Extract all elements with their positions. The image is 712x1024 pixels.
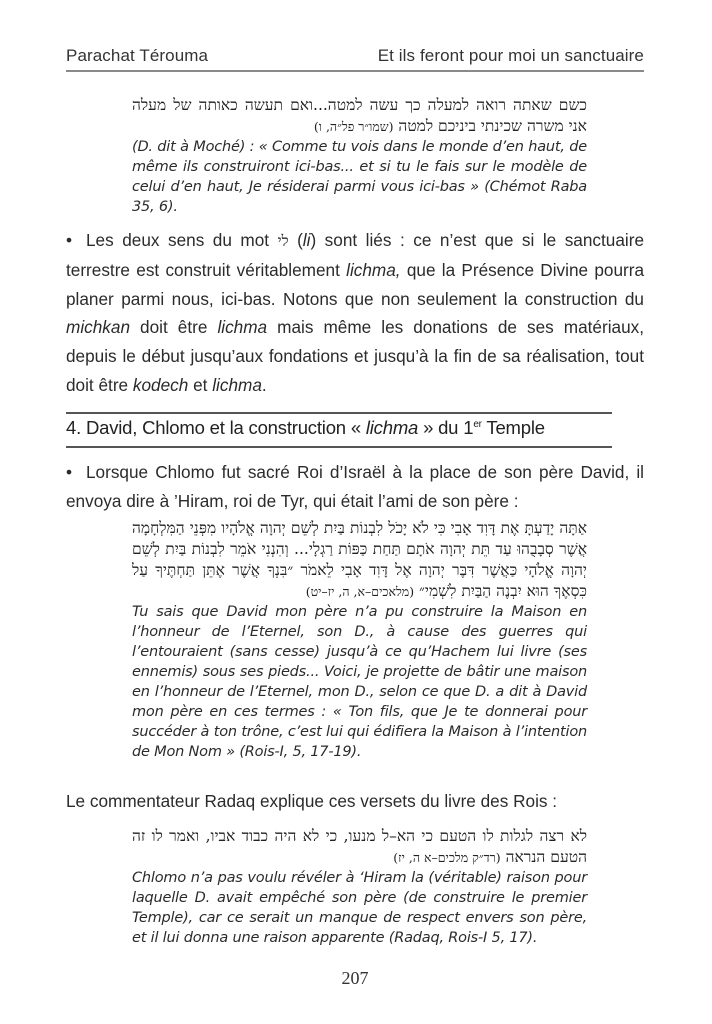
hebrew-reference: (שמו״ר פל״ה, ו) — [313, 119, 394, 134]
paragraph-radaq-intro — [66, 787, 644, 816]
section-heading — [66, 417, 612, 439]
hebrew-text: אַתָּה יָדַעְתָּ אֶת דָּוִד אָבִי כִּי לֹא יָכֹל לִבְנוֹת בַּיִת לְשֵׁם יְהוָה אֱלֹהָיו מִפְּנֵי הַמִּלְחָמָה אֲשֶׁר סְבָבֻהוּ עַד תֵּת יְהוָה אֹתָם תַּחַת כַּפּוֹת רַגְלָי... וְהִנְנִי אֹמֵר לִבְנוֹת בַּיִת לְשֵׁם יְהוָה אֱלֹהָי כַּאֲשֶׁר דִּבֶּר יְהוָה אֶל דָּוִד אָבִי לֵאמֹר ״בִּנְךָ אֲשֶׁר אֶתֵּן תַּחְתֶּיךָ עַל כִּסְאֶךָ הוּא יִבְנֶה הַבַּיִת לִשְׁמִי״ — [132, 519, 587, 600]
text-run: que la Présence Divine pourra planer parmi nous, ici-bas. Notons que non seulement la construction du — [66, 259, 645, 309]
text-run: doit être — [130, 317, 218, 338]
hebrew-source-text — [132, 826, 587, 868]
quote-midrash — [132, 95, 587, 217]
term-lichma: lichma — [212, 374, 262, 395]
section-rule-bottom — [66, 446, 612, 448]
hebrew-text: לא רצה לגלות לו הטעם כי הא–ל מנעו, כי לא היה כבוד אביו, ואמר לו זה הטעם הנראה — [132, 827, 587, 866]
term-lichma: lichma — [217, 317, 268, 338]
page-number: 207 — [341, 968, 369, 988]
hebrew-reference: (מלאכים–א, ה, יז–יט) — [305, 584, 415, 599]
hebrew-source-text — [132, 518, 587, 602]
hebrew-reference: (רד״ק מלכים–א ה, יז) — [393, 850, 501, 865]
heading-term-lichma: lichma — [365, 417, 419, 438]
heading-text: 4. David, Chlomo et la construction « — [66, 417, 366, 438]
transliteration: li — [302, 230, 311, 250]
heading-text: Temple — [481, 417, 545, 438]
text-run: Les deux sens du mot — [86, 230, 278, 250]
ordinal-superscript: er — [473, 419, 482, 430]
header-parasha-title: Parachat Térouma — [66, 46, 209, 65]
french-translation: Chlomo n’a pas voulu révéler à ‘Hiram la (véritable) raison pour laquelle D. avait empêché son père (de construire le premier Temple), car ce serait un manque de respect envers son père, et il lui donna une raison apparente (Radaq, Rois-I 5, 17). — [132, 870, 587, 946]
header-rule — [66, 70, 644, 72]
heading-text: » du 1 — [418, 417, 474, 438]
text-run: Le commentateur Radaq explique ces versets du livre des Rois : — [66, 791, 558, 811]
text-run: Lorsque Chlomo fut sacré Roi d’Israël à la place de son père David, il envoya dire à ’Hiram, roi de Tyr, qui était l’ami de son père : — [66, 462, 644, 511]
header-chapter-title: Et ils feront pour moi un sanctuaire — [377, 46, 644, 65]
text-run: ) sont liés : ce n’est que si le sanctuaire terrestre est construit véritablement — [66, 230, 645, 280]
term-lichma: lichma, — [346, 259, 401, 280]
bullet-icon: • — [66, 230, 73, 250]
quote-radaq — [132, 826, 587, 948]
hebrew-word: לי — [277, 232, 289, 250]
quote-kings — [132, 518, 587, 762]
text-run: et — [188, 374, 213, 395]
french-translation: Tu sais que David mon père n’a pu construire la Maison en l’honneur de l’Eternel, son D., à cause des guerres qui l’entouraient (sans cesse) jusqu’à ce qu’Hachem lui livre (ses ennemis) sous ses pieds... Voici, je projette de bâtir une maison en l’honneur de l’Eternel, mon D., selon ce que D. a dit à David mon père en ces termes : « Ton fils, que Je te donnerai pour succéder à ton trône, c’est lui qui édifiera la Maison à l’intention de Mon Nom » (Rois-I, 5, 17-19). — [132, 604, 587, 760]
section-rule-top — [66, 412, 612, 414]
term-michkan: michkan — [66, 317, 130, 338]
text-run: ( — [288, 230, 303, 250]
term-kodech: kodech — [132, 374, 189, 395]
text-run: mais même les donations de ses matériaux, depuis le début jusqu’aux fondations et jusqu’à la fin de sa réalisation, tout doit être — [66, 317, 644, 395]
hebrew-source-text — [132, 95, 587, 137]
paragraph-chlomo-hiram — [66, 458, 644, 516]
bullet-icon: • — [66, 462, 73, 482]
text-run: . — [261, 374, 267, 395]
french-translation: (D. dit à Moché) : « Comme tu vois dans le monde d’en haut, de même ils construiront ici-bas... et si tu le fais sur le modèle de celui d’en haut, Je résiderai parmi vous ici-bas » (Chémot Raba 35, 6). — [132, 139, 587, 215]
running-header — [66, 46, 644, 66]
paragraph-li-meaning — [66, 226, 644, 400]
hebrew-text: כשם שאתה רואה למעלה כך עשה למטה...ואם תעשה כאותה של מעלה אני משרה שכינתי ביניכם למטה — [132, 96, 587, 135]
